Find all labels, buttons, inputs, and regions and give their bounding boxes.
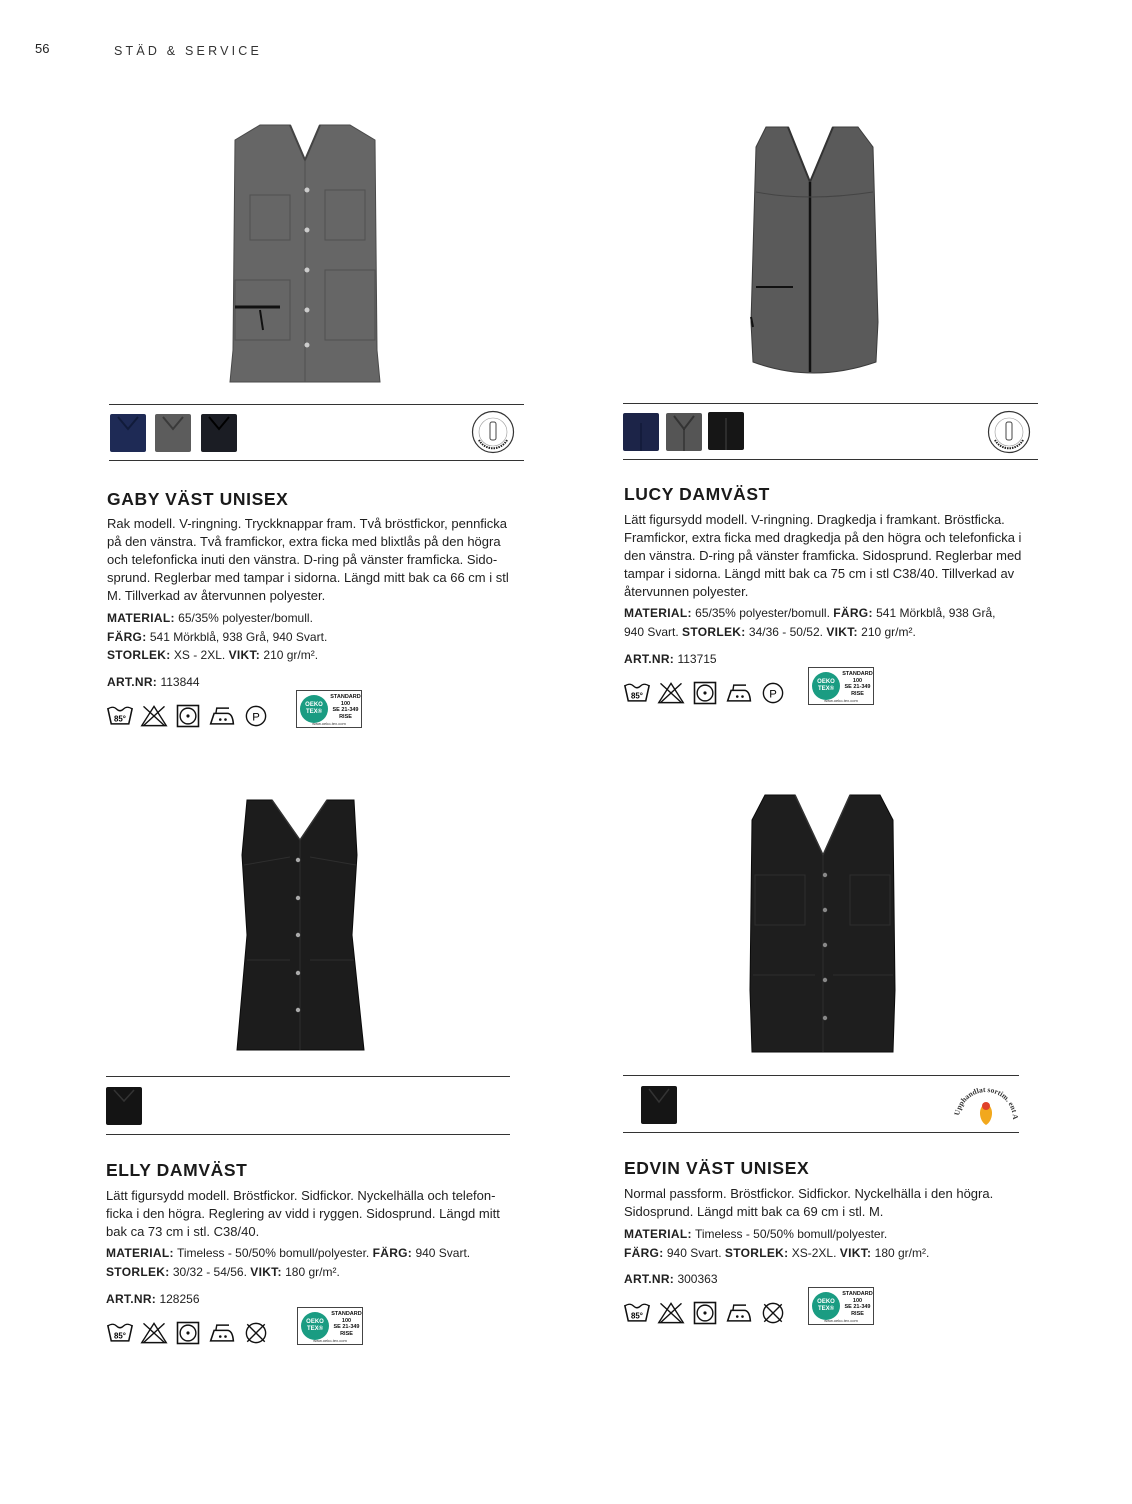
product-specs	[106, 1244, 516, 1281]
oeko-tex-label	[296, 690, 362, 728]
tumble-dry-icon	[691, 680, 719, 706]
color-label: FÄRG:	[372, 1246, 413, 1260]
page-number: 56	[35, 41, 50, 56]
oeko-url: www.oeko-tex.com	[824, 1318, 858, 1323]
oeko-tex-logo: OEKO TEX®	[301, 1312, 329, 1340]
material-value: 65/35% polyester/bomull.	[178, 611, 313, 625]
color-label: FÄRG:	[107, 629, 147, 644]
art-value: 300363	[677, 1272, 718, 1286]
material-label: MATERIAL:	[107, 611, 175, 625]
article-number	[107, 675, 200, 689]
care-symbols	[106, 703, 270, 729]
no-bleach-icon	[657, 1300, 685, 1326]
product-description: Normal passform. Bröstfickor. Sidfickor. Nyckelhälla i den högra. Sidosprund. Längd mitt bak ca 69 cm i stl. M.	[624, 1186, 994, 1219]
wash-85-icon	[623, 680, 651, 706]
art-label: ART.NR:	[107, 675, 158, 689]
oeko-standard: STANDARD 100 SE 21-349 RISE	[330, 694, 361, 720]
color-value: 541 Mörkblå, 938 Grå, 940 Svart.	[149, 629, 328, 644]
art-label: ART.NR:	[106, 1292, 157, 1306]
material-value: Timeless - 50/50% bomull/polyester.	[694, 1227, 888, 1241]
iron-2-icon	[725, 680, 753, 706]
material-value: Timeless - 50/50% bomull/polyester.	[176, 1246, 370, 1260]
swatch-bar-gaby	[109, 404, 524, 461]
color-swatch-grey[interactable]	[666, 413, 702, 451]
product-specs	[624, 1225, 1034, 1262]
weight-label: VIKT:	[250, 1264, 282, 1279]
recycled-polyester-badge	[471, 410, 515, 459]
upphandlat-sortiment-badge	[953, 1081, 1019, 1134]
color-label: FÄRG:	[624, 1245, 664, 1260]
color-value: 940 Svart.	[415, 1246, 471, 1260]
article-number	[624, 652, 717, 666]
weight-label: VIKT:	[839, 1245, 872, 1260]
dry-clean-p-icon	[759, 680, 787, 706]
iron-2-icon	[208, 703, 236, 729]
oeko-tex-label	[808, 1287, 874, 1325]
color-swatch-black[interactable]	[708, 412, 744, 450]
weight-value: 180 gr/m².	[285, 1264, 340, 1279]
product-specs	[624, 604, 1014, 641]
dry-clean-p-icon	[242, 703, 270, 729]
no-bleach-icon	[657, 680, 685, 706]
no-bleach-icon	[140, 703, 168, 729]
tumble-dry-icon	[691, 1300, 719, 1326]
oeko-standard: STANDARD 100 SE 21-349 RISE	[842, 1291, 873, 1317]
product-image-lucy	[748, 122, 883, 380]
size-label: STORLEK:	[724, 1245, 789, 1260]
wash-85-icon	[106, 703, 134, 729]
size-label: STORLEK:	[682, 624, 746, 639]
oeko-standard: STANDARD 100 SE 21-349 RISE	[331, 1311, 362, 1337]
tumble-dry-icon	[174, 1320, 202, 1346]
art-label: ART.NR:	[624, 1272, 675, 1286]
color-swatch-navy[interactable]	[623, 413, 659, 451]
care-symbols	[623, 680, 787, 706]
iron-2-icon	[725, 1300, 753, 1326]
product-description: Lätt figursydd modell. V-ringning. Dragkedja i framkant. Bröstficka. Framfickor, extra ficka med dragkedja på den högra och telefonficka i den vänstra. D-ring på vänster framficka. Sidosprund. Reglerbar med tampar i sidorna. Längd mitt bak ca 75 cm i stl C38/40. Tillverkad av återvunnen polyester.	[624, 512, 1022, 599]
no-dry-clean-icon	[242, 1320, 270, 1346]
wash-85-icon	[106, 1320, 134, 1346]
product-title: LUCY DAMVÄST	[624, 484, 770, 504]
svg-text:85°: 85°	[114, 714, 126, 724]
material-label: MATERIAL:	[624, 1227, 692, 1241]
oeko-tex-label	[808, 667, 874, 705]
art-value: 113715	[677, 652, 717, 666]
weight-value: 210 gr/m².	[263, 648, 319, 662]
svg-text:P: P	[769, 688, 777, 701]
product-title: EDVIN VÄST UNISEX	[624, 1158, 810, 1178]
weight-value: 180 gr/m².	[874, 1245, 930, 1260]
size-value: XS - 2XL.	[173, 648, 226, 662]
art-value: 113844	[160, 675, 200, 689]
recycled-polyester-badge	[987, 410, 1031, 459]
art-label: ART.NR:	[624, 652, 675, 666]
color-swatch-black[interactable]	[201, 414, 237, 452]
oeko-tex-logo: OEKO TEX®	[812, 672, 840, 700]
tumble-dry-icon	[174, 703, 202, 729]
swatch-bar-elly	[106, 1076, 510, 1135]
svg-text:85°: 85°	[631, 691, 643, 701]
oeko-url: www.oeko-tex.com	[313, 1338, 347, 1343]
color-swatch-navy[interactable]	[110, 414, 146, 452]
art-value: 128256	[159, 1292, 200, 1306]
care-symbols	[106, 1320, 270, 1346]
product-title: GABY VÄST UNISEX	[107, 489, 289, 509]
oeko-tex-logo: OEKO TEX®	[812, 1292, 840, 1320]
material-label: MATERIAL:	[106, 1246, 174, 1260]
size-value: 30/32 - 54/56.	[172, 1264, 247, 1279]
color-swatch-black[interactable]	[641, 1086, 677, 1124]
weight-label: VIKT:	[826, 624, 858, 639]
weight-label: VIKT:	[228, 648, 261, 662]
swatch-bar-edvin	[623, 1075, 1019, 1133]
product-description: Rak modell. V-ringning. Tryckknappar fram. Två bröstfickor, pennficka på den vänstra. Två framfickor, extra ficka med blixtlås på den högra och telefonficka inuti den vänstra. D-ring på vänster framficka. Sido-sprund. Reglerbar med tampar i sidorna. Längd mitt bak ca 66 cm i stl M. Tillverkad av återvunnen polyester.	[107, 516, 509, 603]
material-label: MATERIAL:	[624, 606, 692, 620]
iron-2-icon	[208, 1320, 236, 1346]
color-value: 940 Svart.	[666, 1245, 722, 1260]
oeko-standard: STANDARD 100 SE 21-349 RISE	[842, 671, 873, 697]
care-symbols	[623, 1300, 787, 1326]
svg-text:85°: 85°	[631, 1311, 643, 1321]
wash-85-icon	[623, 1300, 651, 1326]
article-number	[624, 1272, 718, 1286]
product-image-elly	[232, 795, 370, 1055]
color-value: 541 Mörkblå, 938 Grå, 940 Svart.	[624, 606, 996, 639]
svg-text:P: P	[252, 711, 260, 724]
svg-text:85°: 85°	[114, 1331, 126, 1341]
svg-text:Upphandlat sortim. ent Addis: Upphandlat sortim. ent	[953, 1084, 1019, 1117]
product-description: Lätt figursydd modell. Bröstfickor. Sidfickor. Nyckelhälla och telefon-ficka i den högra. Reglering av vidd i ryggen. Sidosprund. Längd mitt bak ca 73 cm i stl. C38/40.	[106, 1188, 500, 1239]
product-image-edvin	[745, 790, 900, 1055]
article-number	[106, 1292, 200, 1306]
swatch-bar-lucy	[623, 403, 1038, 460]
no-bleach-icon	[140, 1320, 168, 1346]
no-dry-clean-icon	[759, 1300, 787, 1326]
oeko-tex-logo: OEKO TEX®	[300, 695, 328, 723]
size-label: STORLEK:	[107, 648, 171, 662]
size-label: STORLEK:	[106, 1264, 170, 1279]
color-swatch-grey[interactable]	[155, 414, 191, 452]
product-title: ELLY DAMVÄST	[106, 1160, 248, 1180]
section-title: STÄD & SERVICE	[114, 44, 263, 58]
product-image-gaby	[225, 120, 385, 388]
product-specs	[107, 609, 517, 665]
oeko-tex-label	[297, 1307, 363, 1345]
color-swatch-black[interactable]	[106, 1087, 142, 1125]
material-value: 65/35% polyester/bomull.	[695, 606, 830, 620]
weight-value: 210 gr/m².	[861, 624, 916, 639]
size-value: XS-2XL.	[791, 1245, 837, 1260]
oeko-url: www.oeko-tex.com	[312, 721, 346, 726]
color-label: FÄRG:	[833, 606, 873, 620]
oeko-url: www.oeko-tex.com	[824, 698, 858, 703]
size-value: 34/36 - 50/52.	[748, 624, 823, 639]
